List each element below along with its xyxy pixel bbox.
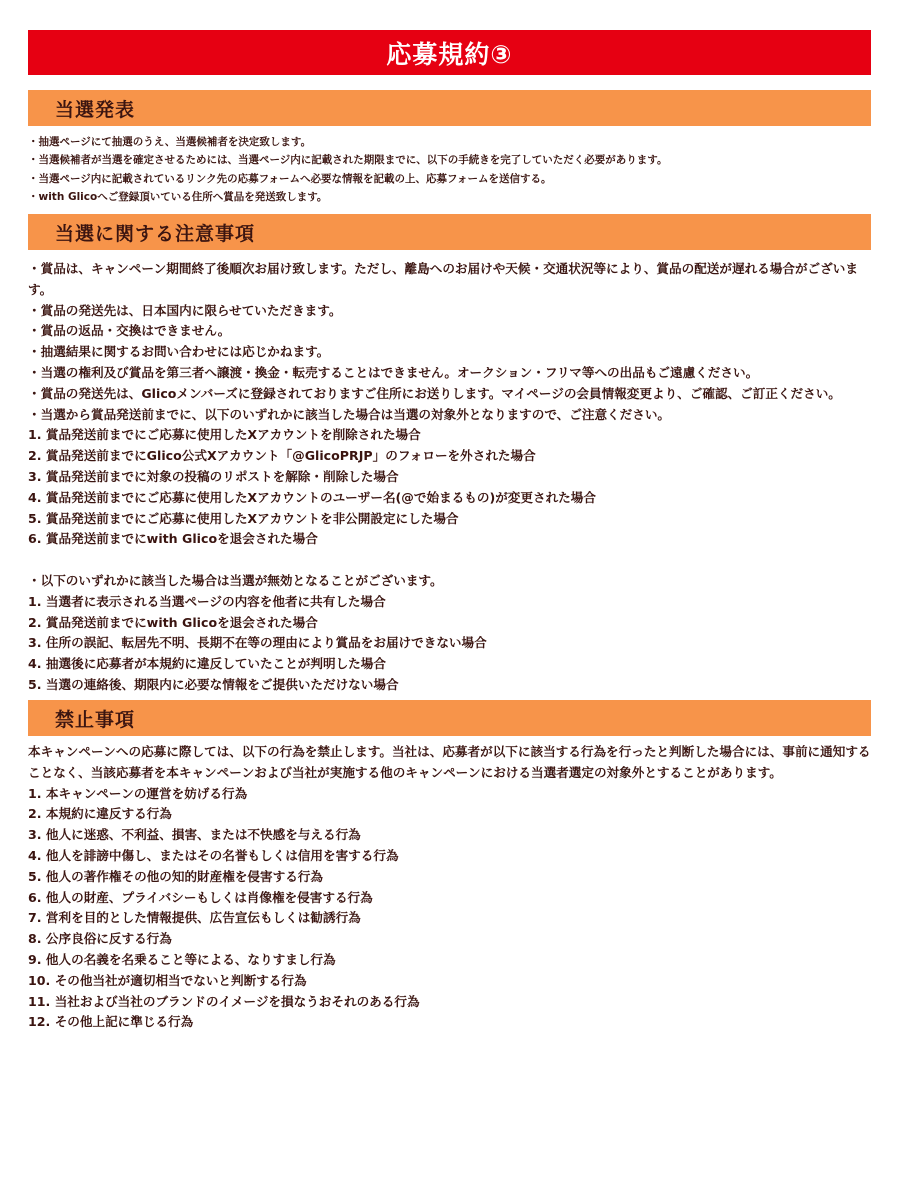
spacer [28,550,873,571]
prohibited-item: 12. その他上記に準じる行為 [28,1014,194,1030]
page-title-bar [28,30,871,75]
prohibited-item: 4. 他人を誹謗中傷し、またはその名誉もしくは信用を害する行為 [28,847,399,863]
invalid-item: 2. 賞品発送前までにwith Glicoを退会された場合 [28,614,318,630]
section-header-winner-notes [28,214,871,250]
invalid-item: 1. 当選者に表示される当選ページの内容を他者に共有した場合 [28,593,386,609]
prohibited-item: 5. 他人の著作権その他の知的財産権を侵害する行為 [28,868,323,884]
announcement-line: ・with Glicoへご登録頂いている住所へ賞品を発送致します。 [28,190,328,203]
section-header-announcement [28,90,871,126]
section-title-announcement: 当選発表 [55,98,136,121]
prohibited-body [28,742,873,1033]
prohibited-item: 11. 当社および当社のブランドのイメージを損なうおそれのある行為 [28,993,420,1009]
section-header-prohibited [28,700,871,736]
announcement-line: ・当選候補者が当選を確定させるためには、当選ページ内に記載された期限までに、以下の手続きを完了していただく必要があります。 [28,154,668,167]
prohibited-item: 7. 営利を目的とした情報提供、広告宣伝もしくは勧誘行為 [28,910,361,926]
invalid-item: 3. 住所の誤記、転居先不明、長期不在等の理由により賞品をお届けできない場合 [28,635,487,651]
exclusion-item: 2. 賞品発送前までにGlico公式Xアカウント「@GlicoPRJP」のフォローを外された場合 [28,448,536,464]
invalid-item: 5. 当選の連絡後、期限内に必要な情報をご提供いただけない場合 [28,676,399,692]
note-line: ・賞品の返品・交換はできません。 [28,323,231,339]
page-title: 応募規約③ [386,39,513,69]
note-line: ・当選から賞品発送前までに、以下のいずれかに該当した場合は当選の対象外となりますので、ご注意ください。 [28,406,671,422]
note-line: ・賞品は、キャンペーン期間終了後順次お届け致します。ただし、離島へのお届けや天候・交通状況等により、賞品の配送が遅れる場合がございます。 [28,261,858,297]
winner-notes-body [28,259,873,696]
announcement-body [28,133,873,206]
prohibited-item: 10. その他当社が適切相当でないと判断する行為 [28,972,307,988]
exclusion-item: 6. 賞品発送前までにwith Glicoを退会された場合 [28,531,318,547]
announcement-line: ・当選ページ内に記載されているリンク先の応募フォームへ必要な情報を記載の上、応募フォームを送信する。 [28,172,552,185]
invalid-intro: ・以下のいずれかに該当した場合は当選が無効となることがございます。 [28,572,443,588]
prohibited-intro: 本キャンペーンへの応募に際しては、以下の行為を禁止します。当社は、応募者が以下に該当する行為を行ったと判断した場合には、事前に通知することなく、当該応募者を本キャンペーンおよび当社が実施する他のキャンペーンにおける当選者選定の対象外とすることがあります。 [28,744,871,780]
section-title-winner-notes: 当選に関する注意事項 [55,222,256,245]
note-line: ・当選の権利及び賞品を第三者へ譲渡・換金・転売することはできません。オークション・フリマ等への出品もご遠慮ください。 [28,364,759,380]
note-line: ・抽選結果に関するお問い合わせには応じかねます。 [28,344,330,360]
exclusion-item: 1. 賞品発送前までにご応募に使用したXアカウントを削除された場合 [28,427,421,443]
prohibited-item: 9. 他人の名義を名乗ること等による、なりすまし行為 [28,951,336,967]
invalid-item: 4. 抽選後に応募者が本規約に違反していたことが判明した場合 [28,656,386,672]
prohibited-item: 3. 他人に迷惑、不利益、損害、または不快感を与える行為 [28,827,361,843]
note-line: ・賞品の発送先は、Glicoメンバーズに登録されておりますご住所にお送りします。マイページの会員情報変更より、ご確認、ご訂正ください。 [28,385,841,401]
announcement-line: ・抽選ページにて抽選のうえ、当選候補者を決定致します。 [28,136,312,148]
prohibited-item: 6. 他人の財産、プライバシーもしくは肖像権を侵害する行為 [28,889,373,905]
note-line: ・賞品の発送先は、日本国内に限らせていただきます。 [28,302,342,318]
exclusion-item: 3. 賞品発送前までに対象の投稿のリポストを解除・削除した場合 [28,468,399,484]
prohibited-item: 1. 本キャンペーンの運営を妨げる行為 [28,785,248,801]
prohibited-item: 8. 公序良俗に反する行為 [28,931,172,947]
exclusion-item: 5. 賞品発送前までにご応募に使用したXアカウントを非公開設定にした場合 [28,510,459,526]
exclusion-item: 4. 賞品発送前までにご応募に使用したXアカウントのユーザー名(@で始まるもの)が変更された場合 [28,489,596,505]
section-title-prohibited: 禁止事項 [55,708,136,731]
prohibited-item: 2. 本規約に違反する行為 [28,806,172,822]
